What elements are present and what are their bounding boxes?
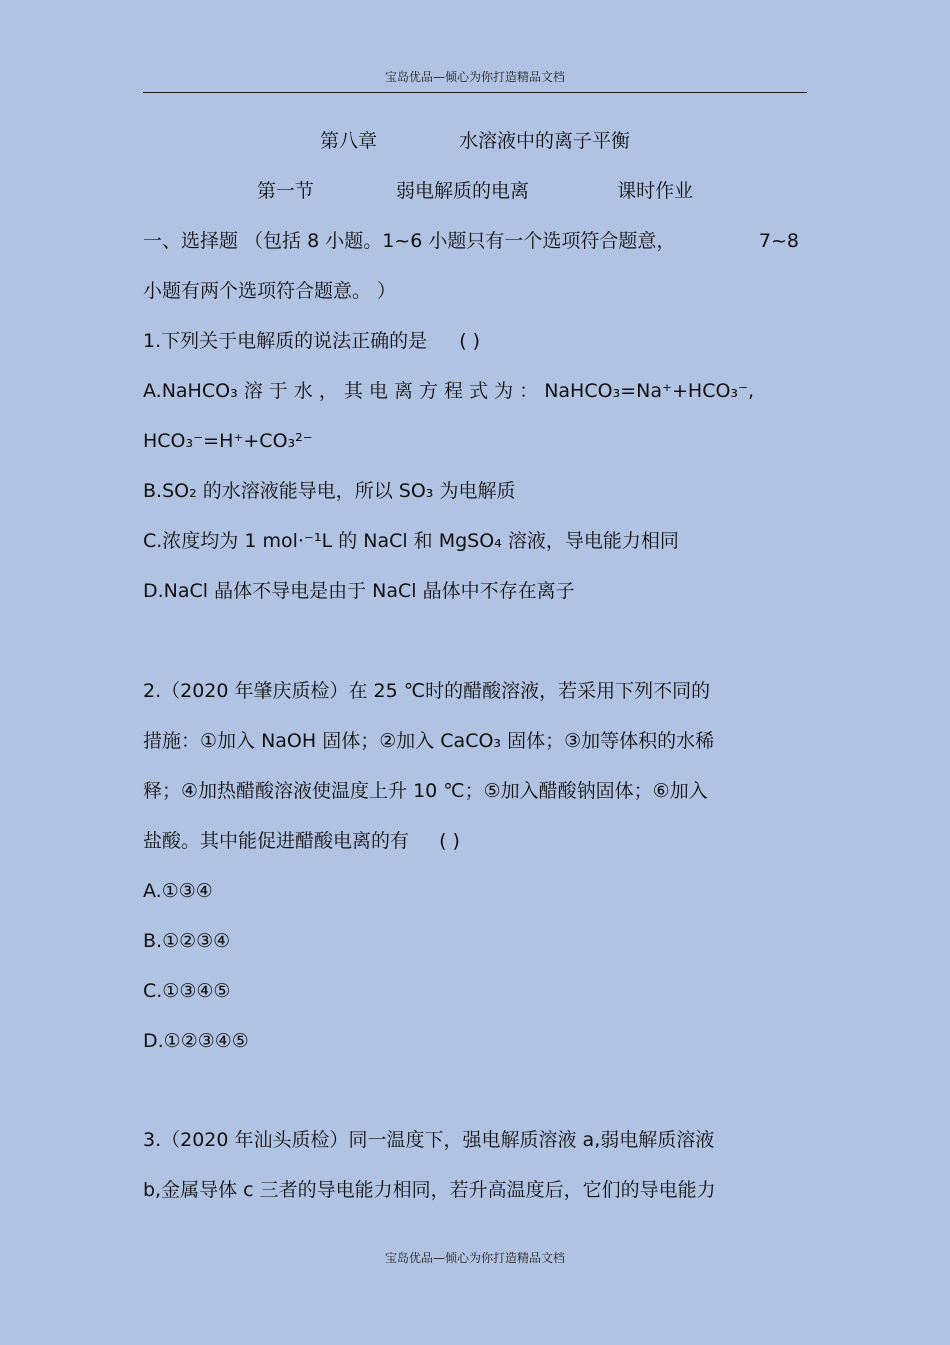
chapter-title xyxy=(143,128,807,154)
question-1-option-a-line-2: HCO₃⁻=H⁺+CO₃²⁻ xyxy=(143,430,313,452)
instructions-tail: 7~8 xyxy=(758,230,799,252)
header-rule xyxy=(143,92,807,93)
question-2-option-d: D.①②③④⑤ xyxy=(143,1030,249,1052)
question-2-text: 盐酸。其中能促进醋酸电离的有 xyxy=(143,830,410,852)
question-2-line-4 xyxy=(143,828,807,854)
section-title xyxy=(143,178,807,204)
chapter-number: 第八章 xyxy=(319,130,377,152)
question-3-line-1: 3.（2020 年汕头质检）同一温度下，强电解质溶液 a,弱电解质溶液 xyxy=(143,1129,715,1151)
question-2-option-c: C.①③④⑤ xyxy=(143,980,231,1002)
instructions-line-2: 小题有两个选项符合题意。 ） xyxy=(143,280,397,302)
section-type: 课时作业 xyxy=(617,180,694,202)
question-3-line-2: b,金属导体 c 三者的导电能力相同，若升高温度后，它们的导电能力 xyxy=(143,1179,716,1201)
question-1-option-b: B.SO₂ 的水溶液能导电，所以 SO₃ 为电解质 xyxy=(143,480,516,502)
chapter-name: 水溶液中的离子平衡 xyxy=(459,130,631,152)
question-1-text: 1.下列关于电解质的说法正确的是 xyxy=(143,330,428,352)
section-name: 弱电解质的电离 xyxy=(395,180,529,202)
question-1-stem xyxy=(143,328,807,354)
section-number: 第一节 xyxy=(256,180,314,202)
answer-blank: ( ) xyxy=(459,330,481,352)
instructions-line-1 xyxy=(143,228,807,254)
page-header: 宝岛优品—倾心为你打造精品文档 xyxy=(384,70,565,84)
question-1-option-c: C.浓度均为 1 mol·⁻¹L 的 NaCl 和 MgSO₄ 溶液，导电能力相同 xyxy=(143,530,679,552)
answer-blank: ( ) xyxy=(439,830,460,852)
question-2-line-1: 2.（2020 年肇庆质检）在 25 ℃时的醋酸溶液，若采用下列不同的 xyxy=(143,680,711,702)
question-2-line-3: 释；④加热醋酸溶液使温度上升 10 ℃；⑤加入醋酸钠固体；⑥加入 xyxy=(143,780,708,802)
question-1-option-d: D.NaCl 晶体不导电是由于 NaCl 晶体中不存在离子 xyxy=(143,580,575,602)
instructions-text: 一、选择题 （包括 8 小题。1~6 小题只有一个选项符合题意， xyxy=(143,230,676,252)
page-footer: 宝岛优品—倾心为你打造精品文档 xyxy=(384,1251,565,1265)
question-2-line-2: 措施：①加入 NaOH 固体；②加入 CaCO₃ 固体；③加等体积的水稀 xyxy=(143,730,715,752)
question-2-option-a: A.①③④ xyxy=(143,880,213,902)
question-2-option-b: B.①②③④ xyxy=(143,930,231,952)
question-1-option-a-line-1: A.NaHCO₃ 溶 于 水 ， 其 电 离 方 程 式 为 ： NaHCO₃=Na⁺+HCO₃⁻, xyxy=(143,380,755,402)
